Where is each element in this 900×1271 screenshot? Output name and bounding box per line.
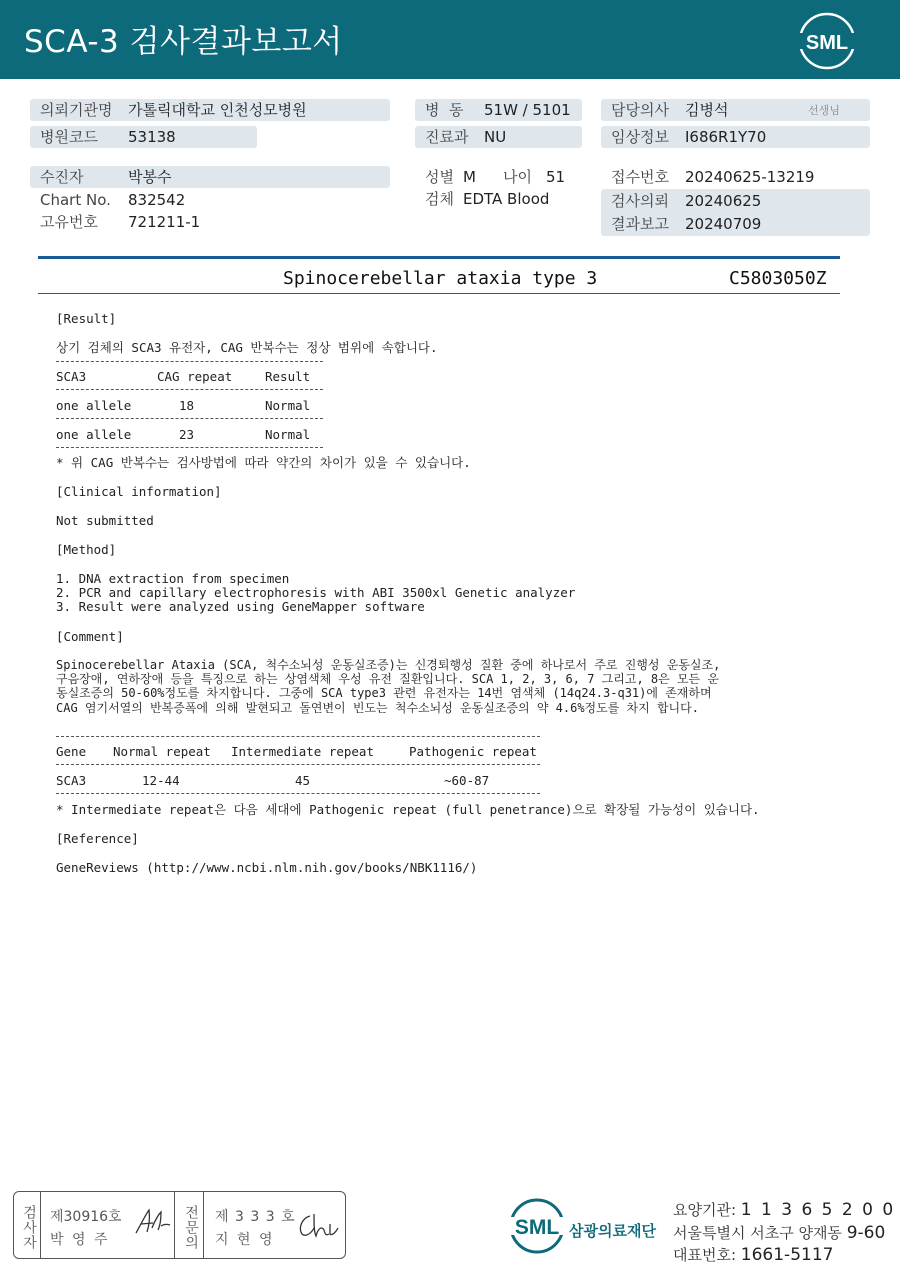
receipt-no-value: 20240625-13219 xyxy=(685,168,815,186)
comment-line: CAG 염기서열의 반복증폭에 의해 발현되고 돌연변이 빈도는 척수소뇌성 운동실조증의 약 4.6%정도를 차지 합니다. xyxy=(56,701,699,715)
result-table-divider xyxy=(56,418,323,419)
clinical-text: Not submitted xyxy=(56,513,154,528)
specialist-name: 지 현 영 xyxy=(215,1232,275,1248)
examiner-name: 박 영 주 xyxy=(50,1232,110,1248)
method-line: 3. Result were analyzed using GeneMapper software xyxy=(56,599,425,614)
institution-label: 의뢰기관명 xyxy=(40,101,113,119)
clinical-info-label: 임상정보 xyxy=(611,128,669,146)
examiner-no: 제30916호 xyxy=(50,1209,122,1225)
result-table-header-gene: SCA3 xyxy=(56,369,87,384)
result-table-header-result: Result xyxy=(265,369,311,384)
care-code-label: 요양기관: xyxy=(673,1201,737,1219)
doctor-value: 김병석 xyxy=(685,101,729,119)
chart-no-label: Chart No. xyxy=(40,191,111,209)
sml-footer-logo-icon xyxy=(508,1197,566,1255)
result-row-2-cag: 23 xyxy=(179,427,195,442)
age-label: 나이 xyxy=(503,168,532,186)
repeat-header-gene: Gene xyxy=(56,744,87,759)
department-value: NU xyxy=(484,128,507,146)
svg-text:SML: SML xyxy=(514,1216,560,1239)
hospital-code-label: 병원코드 xyxy=(40,128,98,146)
specimen-label: 검체 xyxy=(425,190,454,208)
patient-field xyxy=(30,166,390,188)
specialist-label: 전문의 xyxy=(183,1204,199,1250)
test-code: C5803050Z xyxy=(729,268,827,289)
address-line xyxy=(673,1222,885,1243)
request-date-field xyxy=(601,190,870,212)
care-code: 1 1 3 6 5 2 0 0 xyxy=(740,1200,896,1220)
result-table-divider xyxy=(56,361,323,362)
report-date-value: 20240709 xyxy=(685,215,762,233)
receipt-no-field xyxy=(601,166,870,188)
report-title: SCA-3 검사결과보고서 xyxy=(24,24,343,60)
result-table-divider xyxy=(56,447,323,448)
receipt-no-label: 접수번호 xyxy=(611,168,669,186)
signature-divider xyxy=(203,1192,204,1258)
hospital-code-value: 53138 xyxy=(128,128,176,146)
title-rule-bottom xyxy=(38,293,840,294)
result-table-header-cag: CAG repeat xyxy=(157,369,233,384)
specialist-signature xyxy=(296,1210,340,1240)
doctor-suffix: 선생님 xyxy=(808,104,840,117)
title-rule-top xyxy=(38,256,840,259)
unique-no-label: 고유번호 xyxy=(40,213,98,231)
institution-field xyxy=(30,99,390,121)
repeat-table-divider xyxy=(56,764,540,765)
method-line: 2. PCR and capillary electrophoresis with ABI 3500xl Genetic analyzer xyxy=(56,585,576,600)
sex-age-field xyxy=(415,166,582,188)
comment-line: Spinocerebellar Ataxia (SCA, 척수소뇌성 운동실조증)는 신경퇴행성 질환 중에 하나로서 주로 진행성 운동실조, xyxy=(56,658,721,672)
unique-no-value: 721211-1 xyxy=(128,213,201,231)
specimen-field xyxy=(415,188,582,210)
repeat-header-pathogenic: Pathogenic repeat xyxy=(409,744,537,759)
specimen-value: EDTA Blood xyxy=(463,190,550,208)
reference-heading: [Reference] xyxy=(56,831,139,846)
request-date-label: 검사의뢰 xyxy=(611,192,669,210)
phone-label: 대표번호: xyxy=(673,1246,737,1264)
doctor-label: 담당의사 xyxy=(611,101,669,119)
specialist-no: 제 3 3 3 호 xyxy=(215,1209,296,1225)
method-line: 1. DNA extraction from specimen xyxy=(56,571,290,586)
signature-box xyxy=(13,1191,346,1259)
report-date-field xyxy=(601,213,870,235)
chart-no-field xyxy=(30,189,390,211)
result-row-2-result: Normal xyxy=(265,427,311,442)
svg-text:SML: SML xyxy=(805,32,849,54)
comment-line: 구음장애, 연하장애 등을 특징으로 하는 상염색체 우성 유전 질환입니다. SCA 1, 2, 3, 6, 7 그리고, 8은 모든 운 xyxy=(56,672,719,686)
care-code-line xyxy=(673,1199,895,1220)
clinical-heading: [Clinical information] xyxy=(56,484,222,499)
hospital-code-field xyxy=(30,126,257,148)
result-row-2-allele: one allele xyxy=(56,427,132,442)
repeat-note: * Intermediate repeat은 다음 세대에 Pathogenic repeat (full penetrance)으로 확장될 가능성이 있습니다. xyxy=(56,802,760,817)
sex-label: 성별 xyxy=(425,168,454,186)
patient-label: 수진자 xyxy=(40,168,84,186)
result-row-1-cag: 18 xyxy=(179,398,195,413)
org-name: 삼광의료재단 xyxy=(569,1222,656,1240)
test-name: Spinocerebellar ataxia type 3 xyxy=(283,268,598,289)
result-row-1-result: Normal xyxy=(265,398,311,413)
examiner-label: 검사자 xyxy=(21,1204,37,1250)
examiner-signature xyxy=(133,1206,173,1238)
department-label: 진료과 xyxy=(425,128,469,146)
ward-value: 51W / 5101 xyxy=(484,101,571,119)
ward-label: 병 동 xyxy=(425,101,464,119)
clinical-info-field xyxy=(601,126,870,148)
repeat-row-pathogenic: ~60-87 xyxy=(444,773,490,788)
repeat-row-intermediate: 45 xyxy=(295,773,311,788)
report-date-label: 결과보고 xyxy=(611,215,669,233)
chart-no-value: 832542 xyxy=(128,191,186,209)
address-no: 9-60 xyxy=(846,1223,886,1243)
institution-value: 가톨릭대학교 인천성모병원 xyxy=(128,101,307,119)
doctor-field xyxy=(601,99,870,121)
result-row-1-allele: one allele xyxy=(56,398,132,413)
repeat-table-divider xyxy=(56,736,540,737)
sex-value: M xyxy=(463,168,476,186)
comment-line: 동실조증의 50-60%정도를 차지합니다. 그중에 SCA type3 관련 유전자는 14번 염색체 (14q24.3-q31)에 존재하며 xyxy=(56,686,712,700)
method-heading: [Method] xyxy=(56,542,117,557)
result-table-divider xyxy=(56,389,323,390)
age-value: 51 xyxy=(546,168,566,186)
department-field xyxy=(415,126,582,148)
unique-no-field xyxy=(30,211,390,233)
report-header xyxy=(0,0,900,79)
address: 서울특별시 서초구 양재동 xyxy=(673,1224,842,1242)
repeat-row-normal: 12-44 xyxy=(142,773,180,788)
result-summary: 상기 검체의 SCA3 유전자, CAG 반복수는 정상 범위에 속합니다. xyxy=(56,340,438,355)
reference-text: GeneReviews (http://www.ncbi.nlm.nih.gov/books/NBK1116/) xyxy=(56,860,478,875)
sml-logo-icon xyxy=(798,12,856,70)
clinical-info-value: I686R1Y70 xyxy=(685,128,767,146)
signature-divider xyxy=(174,1192,175,1258)
repeat-table-divider xyxy=(56,793,540,794)
repeat-header-normal: Normal repeat xyxy=(113,744,211,759)
phone: 1661-5117 xyxy=(740,1245,834,1265)
comment-heading: [Comment] xyxy=(56,629,124,644)
repeat-header-intermediate: Intermediate repeat xyxy=(231,744,374,759)
signature-divider xyxy=(40,1192,41,1258)
ward-field xyxy=(415,99,582,121)
phone-line xyxy=(673,1244,833,1265)
result-note: * 위 CAG 반복수는 검사방법에 따라 약간의 차이가 있을 수 있습니다. xyxy=(56,455,471,470)
patient-value: 박봉수 xyxy=(128,168,172,186)
result-heading: [Result] xyxy=(56,311,117,326)
request-date-value: 20240625 xyxy=(685,192,762,210)
repeat-row-gene: SCA3 xyxy=(56,773,87,788)
